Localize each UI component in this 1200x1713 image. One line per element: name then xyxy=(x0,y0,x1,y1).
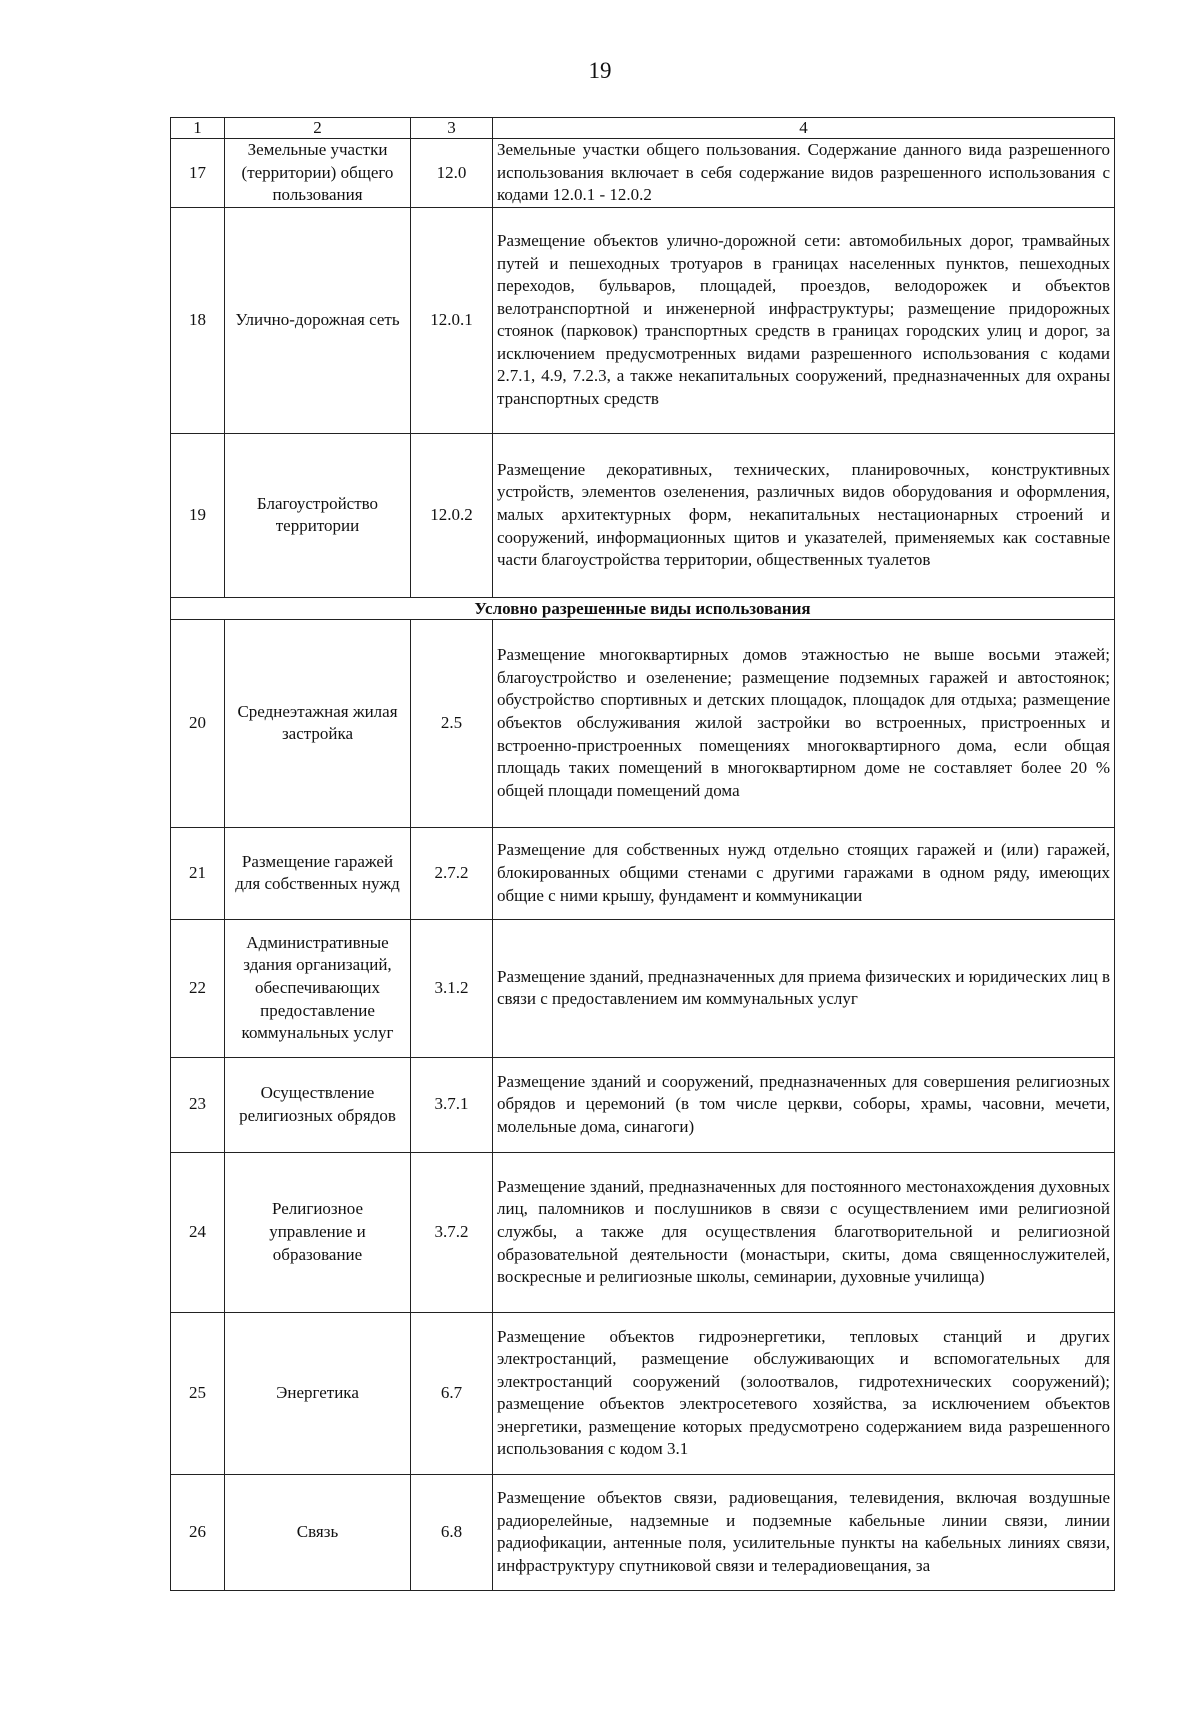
use-type-description: Земельные участки общего пользования. Содержание данного вида разрешенного использования включает в себя содержание видов разрешенного использования с кодами 12.0.1 - 12.0.2 xyxy=(493,139,1115,208)
use-type-name: Религиозное управление и образование xyxy=(225,1152,411,1312)
use-type-name: Осуществление религиозных обрядов xyxy=(225,1057,411,1152)
use-type-name: Среднеэтажная жилая застройка xyxy=(225,619,411,827)
use-type-code: 3.7.2 xyxy=(411,1152,493,1312)
use-type-name: Благоустройство территории xyxy=(225,433,411,597)
use-type-name: Земельные участки (территории) общего пользования xyxy=(225,139,411,208)
use-type-description: Размещение зданий, предназначенных для приема физических и юридических лиц в связи с предоставлением им коммунальных услуг xyxy=(493,919,1115,1057)
row-number: 21 xyxy=(171,827,225,919)
use-type-name: Энергетика xyxy=(225,1312,411,1474)
table-row xyxy=(171,433,1115,597)
use-type-code: 2.5 xyxy=(411,619,493,827)
use-type-description: Размещение зданий и сооружений, предназначенных для совершения религиозных обрядов и церемоний (в том числе церкви, соборы, храмы, часовни, мечети, молельные дома, синагоги) xyxy=(493,1057,1115,1152)
section-title: Условно разрешенные виды использования xyxy=(171,597,1115,619)
row-number: 20 xyxy=(171,619,225,827)
row-number: 19 xyxy=(171,433,225,597)
table-row xyxy=(171,139,1115,208)
table-row xyxy=(171,1474,1115,1590)
table-header-row xyxy=(171,118,1115,139)
row-number: 22 xyxy=(171,919,225,1057)
row-number: 17 xyxy=(171,139,225,208)
use-type-code: 12.0 xyxy=(411,139,493,208)
table-row xyxy=(171,1057,1115,1152)
table-row xyxy=(171,919,1115,1057)
use-type-name: Связь xyxy=(225,1474,411,1590)
use-type-code: 12.0.2 xyxy=(411,433,493,597)
use-type-description: Размещение многоквартирных домов этажностью не выше восьми этажей; благоустройство и озеленение; размещение подземных гаражей и автостоянок; обустройство спортивных и детских площадок, площадок для отдыха; размещение объектов обслуживания жилой застройки во встроенных, пристроенных и встроенно-пристроенных помещениях многоквартирного дома, если общая площадь таких помещений в многоквартирном доме не составляет более 20 % общей площади помещений дома xyxy=(493,619,1115,827)
use-type-description: Размещение объектов гидроэнергетики, тепловых станций и других электростанций, размещение обслуживающих и вспомогательных для электростанций сооружений (золоотвалов, гидротехнических сооружений); размещение объектов электросетевого хозяйства, за исключением объектов энергетики, размещение которых предусмотрено содержанием вида разрешенного использования с кодом 3.1 xyxy=(493,1312,1115,1474)
use-type-code: 6.7 xyxy=(411,1312,493,1474)
use-type-code: 6.8 xyxy=(411,1474,493,1590)
row-number: 18 xyxy=(171,207,225,433)
use-type-description: Размещение для собственных нужд отдельно стоящих гаражей и (или) гаражей, блокированных общими стенами с другими гаражами в одном ряду, имеющих общие с ними крышу, фундамент и коммуникации xyxy=(493,827,1115,919)
use-type-description: Размещение объектов улично-дорожной сети: автомобильных дорог, трамвайных путей и пешеходных тротуаров в границах населенных пунктов, пешеходных переходов, бульваров, площадей, проездов, велодорожек и объектов велотранспортной и инженерной инфраструктуры; размещение придорожных стоянок (парковок) транспортных средств в границах городских улиц и дорог, за исключением предусмотренных видами разрешенного использования с кодами 2.7.1, 4.9, 7.2.3, а также некапитальных сооружений, предназначенных для охраны транспортных средств xyxy=(493,207,1115,433)
table-row xyxy=(171,1312,1115,1474)
row-number: 24 xyxy=(171,1152,225,1312)
row-number: 25 xyxy=(171,1312,225,1474)
use-type-code: 3.1.2 xyxy=(411,919,493,1057)
use-type-name: Размещение гаражей для собственных нужд xyxy=(225,827,411,919)
land-use-table xyxy=(170,117,1115,1591)
table-row xyxy=(171,207,1115,433)
use-type-code: 3.7.1 xyxy=(411,1057,493,1152)
page-number: 19 xyxy=(588,58,612,83)
use-type-name: Улично-дорожная сеть xyxy=(225,207,411,433)
use-type-code: 2.7.2 xyxy=(411,827,493,919)
section-row xyxy=(171,597,1115,619)
row-number: 23 xyxy=(171,1057,225,1152)
header-cell: 3 xyxy=(411,118,493,139)
header-cell: 1 xyxy=(171,118,225,139)
row-number: 26 xyxy=(171,1474,225,1590)
table-row xyxy=(171,827,1115,919)
use-type-description: Размещение зданий, предназначенных для постоянного местонахождения духовных лиц, паломников и послушников в связи с осуществлением ими религиозной службы, а также для осуществления благотворительной и религиозной образовательной деятельности (монастыри, скиты, дома священнослужителей, воскресные и религиозные школы, семинарии, духовные училища) xyxy=(493,1152,1115,1312)
table-row xyxy=(171,619,1115,827)
header-cell: 4 xyxy=(493,118,1115,139)
use-type-description: Размещение объектов связи, радиовещания, телевидения, включая воздушные радиорелейные, надземные и подземные кабельные линии связи, линии радиофикации, антенные поля, усилительные пункты на кабельных линиях связи, инфраструктуру спутниковой связи и телерадиовещания, за xyxy=(493,1474,1115,1590)
use-type-name: Административные здания организаций, обеспечивающих предоставление коммунальных услуг xyxy=(225,919,411,1057)
header-cell: 2 xyxy=(225,118,411,139)
use-type-description: Размещение декоративных, технических, планировочных, конструктивных устройств, элементов озеленения, различных видов оборудования и оформления, малых архитектурных форм, некапитальных нестационарных строений и сооружений, информационных щитов и указателей, применяемых как составные части благоустройства территории, общественных туалетов xyxy=(493,433,1115,597)
table-row xyxy=(171,1152,1115,1312)
use-type-code: 12.0.1 xyxy=(411,207,493,433)
